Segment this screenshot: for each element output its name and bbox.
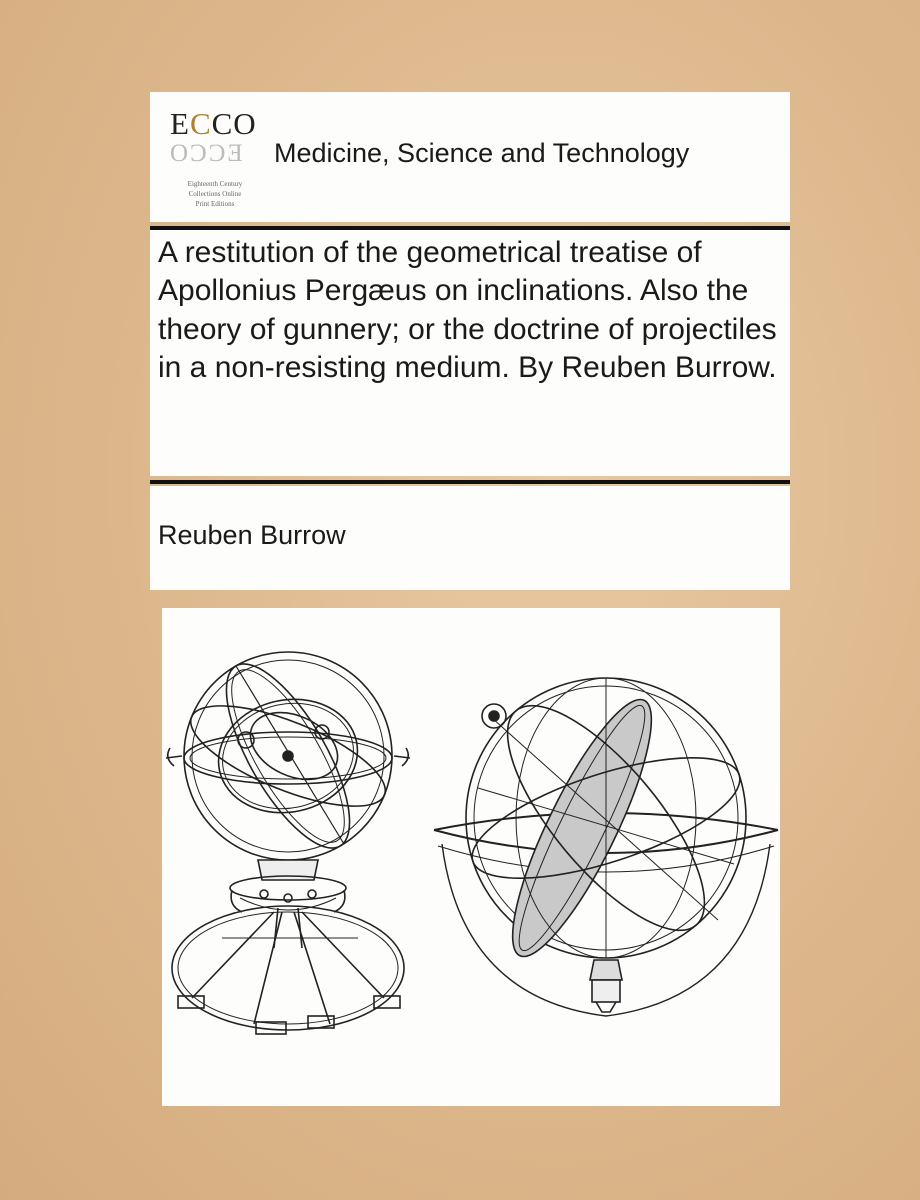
logo-mark: ECCO (170, 106, 257, 141)
series-title: Medicine, Science and Technology (274, 138, 690, 168)
ecco-logo (170, 106, 260, 210)
left-armillary-sphere (166, 647, 410, 1034)
divider (150, 480, 790, 484)
logo-mark-reflection: OƆƆƎ (170, 140, 245, 167)
logo-line: Print Editions (195, 200, 235, 208)
author-name: Reuben Burrow (158, 520, 346, 550)
title-block (150, 230, 790, 476)
cover-illustration (162, 608, 780, 1106)
armillary-spheres-illustration (162, 608, 780, 1106)
series-header (150, 92, 790, 222)
author-block (150, 486, 790, 590)
right-armillary-sphere (434, 677, 778, 1016)
logo-line: Eighteenth Century (187, 180, 243, 188)
logo-line: Collections Online (188, 190, 242, 198)
book-title: A restitution of the geometrical treatise of Apollonius Pergæus on inclinations. Also the theory of gunnery; or the doctrine of projectiles in a non-resisting medium. By Reuben Burrow. (158, 236, 777, 384)
